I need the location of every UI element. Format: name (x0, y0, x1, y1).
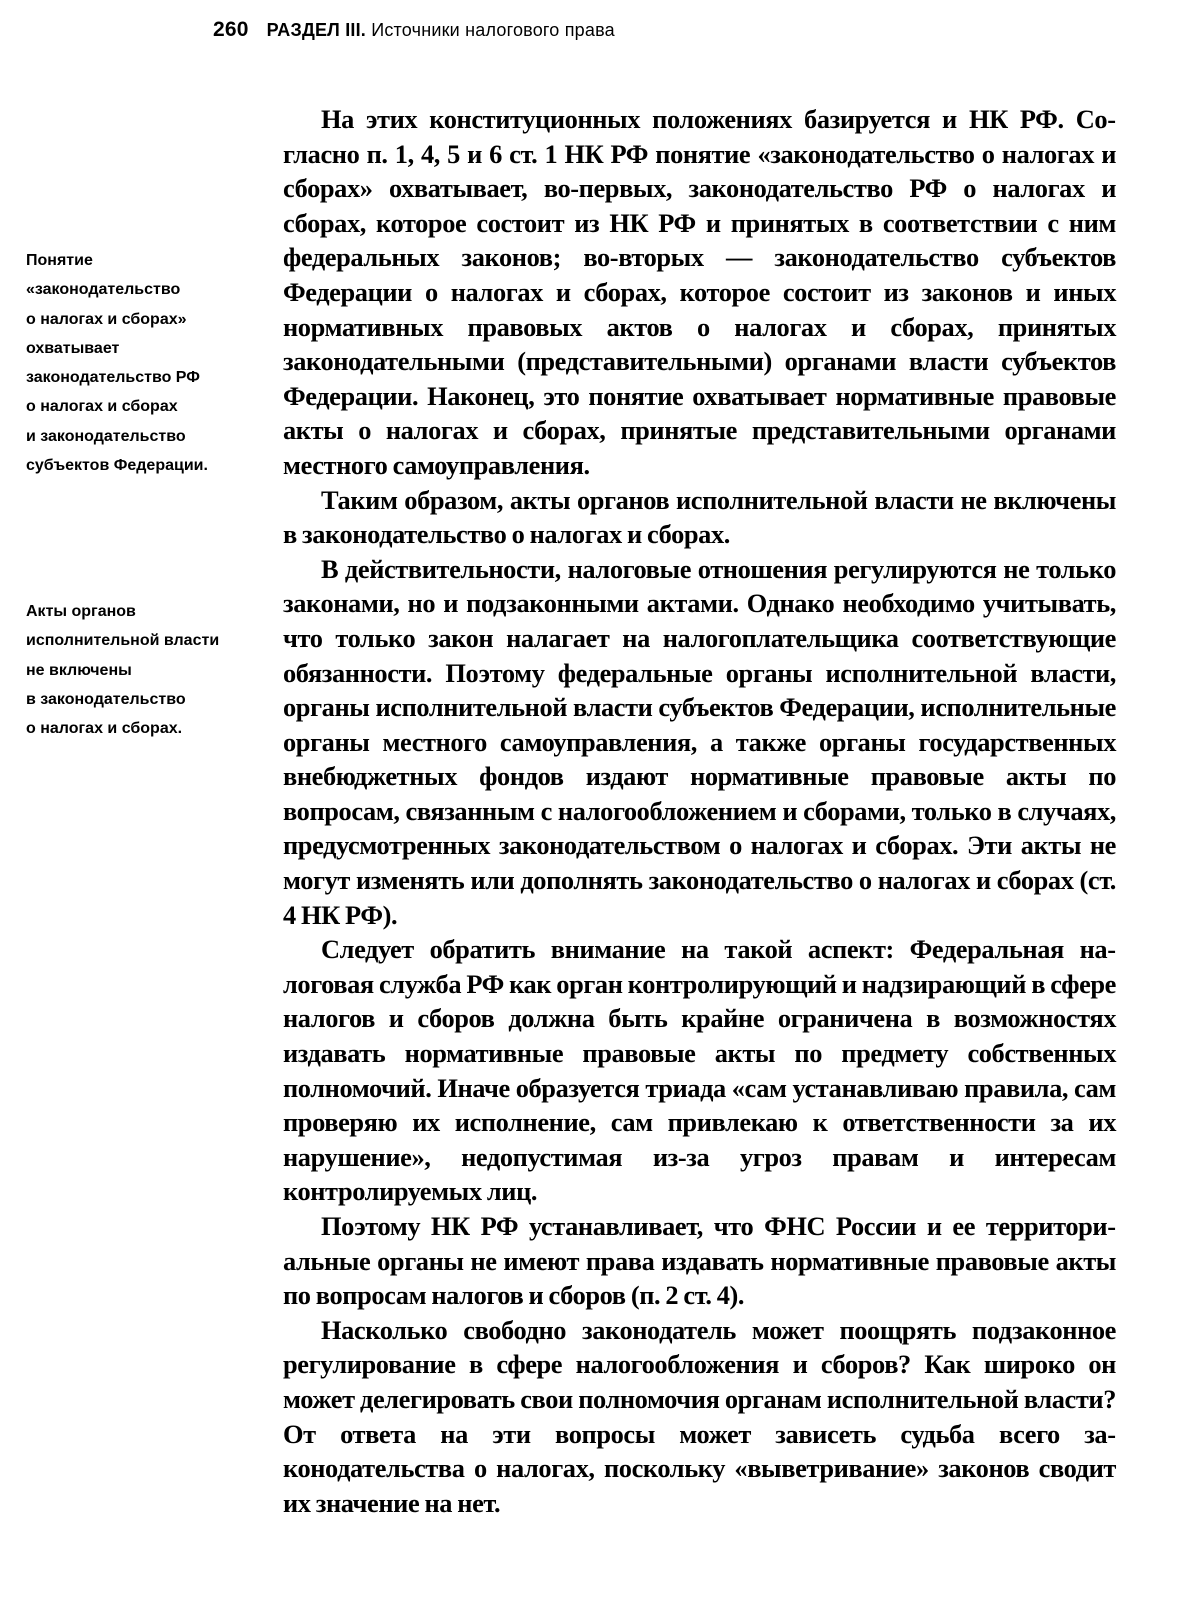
paragraph: Насколько свободно законодатель может поощрять подзаконное регулирование в сфере налогообложения и сборов? Как широко он может делегировать свои полномочия органам исполнительной власти? От ответа на эти вопросы может зависеть судьба всего законодательства о налогах, поскольку «выветривание» законов сводит их значение на нет. (283, 1314, 1116, 1518)
paragraph: Поэтому НК РФ устанавливает, что ФНС России и ее территориальные органы не имеют права издавать нормативные правовые акты по вопросам налогов и сборов (п. 2 ст. 4). (283, 1211, 1116, 1311)
margin-note-legislation-concept: Понятие «законодательство о налогах и сборах» охватывает законодательство РФ о налогах и сборах и законодательство субъектов Федерации. (26, 252, 208, 475)
paragraph: На этих конституционных положениях базируется и НК РФ. Согласно п. 1, 4, 5 и 6 ст. 1 НК РФ понятие «законодательство о налогах и сборах» охватывает, во-первых, законодательство РФ о налогах и сборах, которое состоит из НК РФ и принятых в соответствии с ним федеральных законов; во-вторых — законодательство субъектов Федерации о налогах и сборах, которое состоит из законов и иных нормативных правовых актов о налогах и сборах, принятых законодательными (представительными) органами власти субъектов Федерации. Наконец, это понятие охватывает нормативные правовые акты о налогах и сборах, принятые представительными органами местного самоуправления. (283, 104, 1116, 480)
section-title: Источники налогового права (371, 20, 615, 40)
paragraph: Следует обратить внимание на такой аспект: Федеральная налоговая служба РФ как орган контролирующий и надзирающий в сфере налогов и сборов должна быть крайне ограничена в возможностях издавать нормативные правовые акты по предмету собственных полномочий. Иначе образуется триада «сам устанавливаю правила, сам проверяю их исполнение, сам привлекаю к ответственности за их нарушение», недопустимая из-за угроз правам и интересам контролируемых лиц. (283, 934, 1116, 1207)
margin-note-executive-acts: Акты органов исполнительной власти не включены в законодательство о налогах и сборах. (26, 603, 220, 738)
section-label: РАЗДЕЛ III. (266, 20, 367, 40)
page-number: 260 (213, 18, 249, 41)
running-header (213, 18, 615, 42)
paragraph: Таким образом, акты органов исполнительной власти не включены в законодательство о налогах и сборах. (283, 484, 1116, 550)
paragraph: В действительности, налоговые отношения регулируются не только законами, но и подзаконными актами. Однако необходимо учитывать, что только закон налагает на налогоплательщика соответствующие обязанности. Поэтому федеральные органы исполнительной власти, органы исполнительной власти субъектов Федерации, исполнительные органы местного самоуправления, а также органы государственных внебюджетных фондов издают нормативные правовые акты по вопросам, связанным с налогообложением и сборами, только в случаях, предусмотренных законодательством о налогах и сборах. Эти акты не могут изменять или дополнять законодательство о налогах и сборах (ст. 4 НК РФ). (283, 553, 1116, 930)
main-text (283, 102, 1116, 1520)
